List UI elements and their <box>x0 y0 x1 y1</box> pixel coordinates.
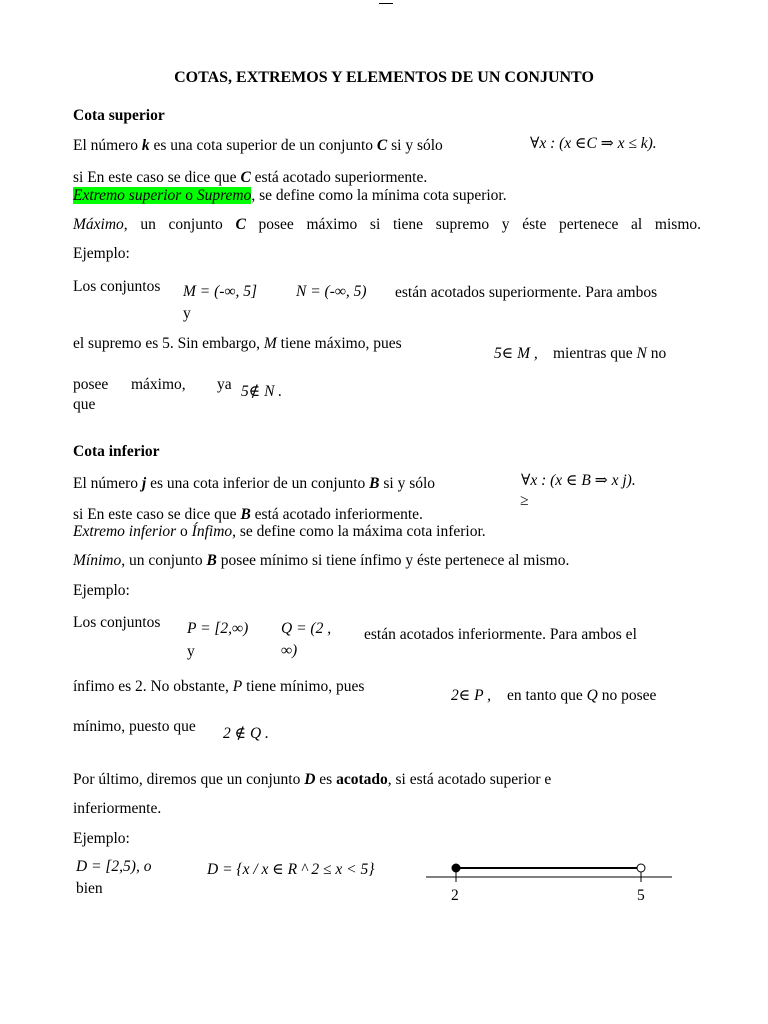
definition-maximo <box>73 216 701 234</box>
ejemplo-label: Ejemplo: <box>73 830 130 847</box>
ex-rest: están acotados superiormente. Para ambos <box>395 284 658 301</box>
set-Q: Q = (2 , <box>281 620 332 637</box>
formula-5-notin-N: 5∉ N . <box>241 383 283 400</box>
set-D-interval: D = [2,5), o <box>76 858 152 875</box>
ex-los-conjuntos: Los conjuntos <box>73 614 161 631</box>
ex-rest: están acotados inferiormente. Para ambos el <box>364 626 637 643</box>
note-acotado-inferiormente <box>73 506 423 524</box>
open-endpoint <box>637 864 645 872</box>
number-line <box>420 855 680 915</box>
ex3-ya: ya <box>217 376 232 393</box>
heading-cota-inferior: Cota inferior <box>73 443 160 460</box>
geq-sign: ≥ <box>520 492 529 509</box>
ex3-posee: posee <box>73 376 109 393</box>
def-text: , se define como la mínima cota superior. <box>251 187 507 204</box>
formula-cota-inferior: ∀x : (x ∈ B ⇒ x j). <box>521 472 636 489</box>
text: es <box>315 771 337 788</box>
highlight-supremo <box>73 187 251 204</box>
set-c: C <box>376 137 388 154</box>
term: Extremo inferior <box>73 523 177 540</box>
term: Ínfimo <box>191 523 233 540</box>
ex2-text <box>73 678 364 696</box>
def-text: si y sólo <box>379 475 436 492</box>
set-D-builder: D = {x / x ∈ R ^ 2 ≤ x < 5} <box>207 861 375 878</box>
def-text: es una cota inferior de un conjunto <box>146 475 370 492</box>
ex2-text <box>73 335 402 353</box>
header-mark <box>379 0 393 4</box>
formula-cota-superior: ∀x : (x ∈C ⇒ x ≤ k). <box>530 135 657 152</box>
term: Supremo <box>196 187 252 204</box>
ex2-tail <box>507 687 656 705</box>
set-Q: Q <box>586 687 598 704</box>
set-b: B <box>206 552 217 569</box>
set-N: N = (-∞, 5) <box>296 283 367 300</box>
set-c: C <box>235 216 246 233</box>
term: o <box>181 187 197 204</box>
set-Q-infty: ∞) <box>281 642 298 659</box>
def-text: posee máximo si tiene supremo y éste pertenece al mismo. <box>245 216 701 233</box>
def-text: , un conjunto <box>123 216 236 233</box>
term: Mínimo <box>73 552 122 569</box>
set-b: B <box>240 506 251 523</box>
note-acotado-superiormente <box>73 169 427 187</box>
note-text: si En este caso se dice que <box>73 169 241 186</box>
ex-y: y <box>187 643 195 660</box>
definition-supremo <box>73 187 507 205</box>
axis-label-2: 2 <box>451 887 459 904</box>
ex-y: y <box>183 305 191 322</box>
text: no <box>650 345 667 362</box>
definition-cota-inferior <box>73 475 435 493</box>
def-text: El número <box>73 475 142 492</box>
ex3-maximo: máximo, <box>131 376 186 393</box>
set-d: D <box>304 771 316 788</box>
heading-cota-superior: Cota superior <box>73 107 165 124</box>
text: ínfimo es 2. No obstante, <box>73 678 229 695</box>
definition-infimo <box>73 523 486 541</box>
term: Extremo superior <box>73 187 182 204</box>
axis-label-5: 5 <box>637 887 645 904</box>
term-acotado: acotado <box>336 771 388 788</box>
def-text: El número <box>73 137 142 154</box>
bien-label: bien <box>76 880 103 897</box>
set-P: P <box>232 678 243 695</box>
term: o <box>176 523 192 540</box>
definition-minimo <box>73 552 569 570</box>
var-j: j <box>141 475 147 492</box>
set-M: M <box>263 335 277 352</box>
definition-acotado-line2: inferiormente. <box>73 800 162 817</box>
ex2-tail <box>553 345 666 363</box>
ejemplo-label: Ejemplo: <box>73 582 130 599</box>
text: Por último, diremos que un conjunto <box>73 771 305 788</box>
text: tiene máximo, pues <box>280 335 402 352</box>
var-k: k <box>141 137 150 154</box>
term: Máximo <box>73 216 124 233</box>
ex-los-conjuntos: Los conjuntos <box>73 278 161 295</box>
def-text: si y sólo <box>387 137 443 154</box>
def-text: es una cota superior de un conjunto <box>149 137 377 154</box>
ex3-que: que <box>73 396 96 413</box>
set-N: N <box>636 345 647 362</box>
formula-5-in-M: 5∈ M , <box>494 345 538 362</box>
formula-2-in-P: 2∈ P , <box>451 687 492 704</box>
page-title: COTAS, EXTREMOS Y ELEMENTOS DE UN CONJUNTO <box>174 69 594 86</box>
text: , si está acotado superior e <box>387 771 552 788</box>
text: mientras que <box>553 345 633 362</box>
note-text: si En este caso se dice que <box>73 506 241 523</box>
note-text: está acotado inferiormente. <box>250 506 423 523</box>
def-text: , se define como la máxima cota inferior. <box>232 523 486 540</box>
formula-2-notin-Q: 2 ∉ Q . <box>223 725 269 742</box>
set-M: M = (-∞, 5] <box>183 283 258 300</box>
text: en tanto que <box>507 687 583 704</box>
ejemplo-label: Ejemplo: <box>73 245 130 262</box>
closed-endpoint <box>452 864 460 872</box>
definition-acotado <box>73 771 551 789</box>
text: el supremo es 5. Sin embargo, <box>73 335 260 352</box>
set-c: C <box>240 169 251 186</box>
text: no posee <box>601 687 657 704</box>
ex3-text: mínimo, puesto que <box>73 718 196 735</box>
definition-cota-superior <box>73 137 443 155</box>
set-b: B <box>369 475 380 492</box>
def-text: , un conjunto <box>121 552 207 569</box>
text: tiene mínimo, pues <box>246 678 365 695</box>
def-text: posee mínimo si tiene ínfimo y éste pertenece al mismo. <box>216 552 570 569</box>
set-P: P = [2,∞) <box>187 620 249 637</box>
note-text: está acotado superiormente. <box>250 169 428 186</box>
